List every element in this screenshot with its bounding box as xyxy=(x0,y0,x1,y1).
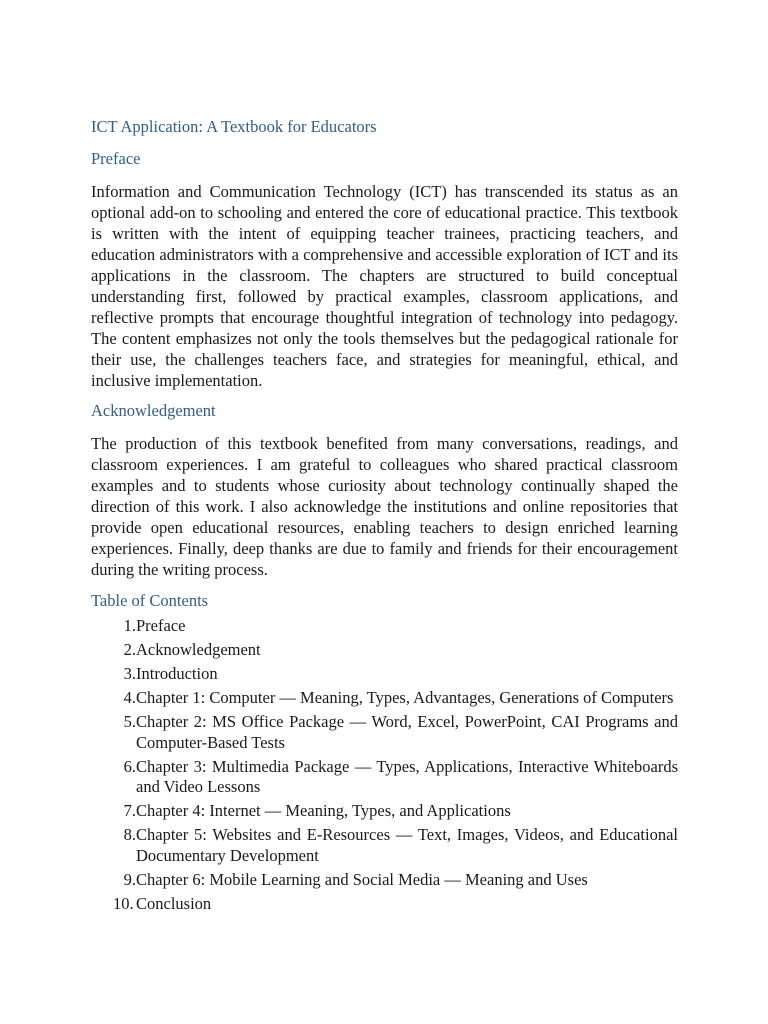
toc-item-number: 2. xyxy=(123,640,136,659)
toc-item xyxy=(91,640,678,661)
toc-item-number: 3. xyxy=(123,664,136,683)
toc-item-label: Chapter 4: Internet — Meaning, Types, and Applications xyxy=(136,801,511,820)
toc-item xyxy=(91,688,678,709)
table-of-contents xyxy=(91,616,678,918)
toc-item xyxy=(91,870,678,891)
toc-item-label: Acknowledgement xyxy=(136,640,261,659)
toc-item-label: Conclusion xyxy=(136,893,212,913)
toc-item-label: Introduction xyxy=(136,664,218,683)
toc-item-number: 6. xyxy=(123,756,136,776)
toc-item-number: 4. xyxy=(123,688,136,707)
toc-item-number: 9. xyxy=(123,869,136,889)
acknowledgement-heading: Acknowledgement xyxy=(91,401,216,420)
toc-item-number: 5. xyxy=(123,712,136,731)
toc-item xyxy=(91,801,678,822)
preface-heading: Preface xyxy=(91,149,141,168)
toc-item xyxy=(91,757,678,798)
toc-item-number: 7. xyxy=(123,801,136,820)
toc-heading: Table of Contents xyxy=(91,591,209,610)
toc-item-label: Chapter 1: Computer — Meaning, Types, Advantages, Generations of Computers xyxy=(136,688,674,707)
document-title: ICT Application: A Textbook for Educators xyxy=(91,117,377,136)
toc-item xyxy=(91,616,678,637)
toc-item-label: Chapter 3: Multimedia Package — Types, Applications, Interactive Whiteboards and Video Lessons xyxy=(136,756,678,796)
toc-item-number: 8. xyxy=(123,825,136,844)
toc-item-label: Chapter 6: Mobile Learning and Social Media — Meaning and Uses xyxy=(136,869,588,889)
toc-item-number: 10. xyxy=(113,893,134,913)
toc-item xyxy=(91,894,678,915)
toc-item-number: 1. xyxy=(123,616,136,635)
toc-item xyxy=(91,664,678,685)
toc-item xyxy=(91,712,678,753)
toc-item-label: Preface xyxy=(136,616,186,635)
toc-item-label: Chapter 5: Websites and E-Resources — Text, Images, Videos, and Educational Documentary Development xyxy=(136,825,678,865)
toc-item-label: Chapter 2: MS Office Package — Word, Excel, PowerPoint, CAI Programs and Computer-Based Tests xyxy=(136,712,678,752)
toc-item xyxy=(91,825,678,866)
preface-paragraph: Information and Communication Technology (ICT) has transcended its status as an optional add-on to schooling and entered the core of educational practice. This textbook is written with the intent of equipping teacher trainees, practicing teachers, and education administrators with a comprehensive and accessible exploration of ICT and its applications in the classroom. The chapters are structured to build conceptual understanding first, followed by practical examples, classroom applications, and reflective prompts that encourage thoughtful integration of technology into pedagogy. The content emphasizes not only the tools themselves but the pedagogical rationale for their use, the challenges teachers face, and strategies for meaningful, ethical, and inclusive implementation. xyxy=(91,182,678,390)
acknowledgement-paragraph: The production of this textbook benefited from many conversations, readings, and classroom experiences. I am grateful to colleagues who shared practical classroom examples and to students whose curiosity about technology continually shaped the direction of this work. I also acknowledge the institutions and online repositories that provide open educational resources, enabling teachers to design enriched learning experiences. Finally, deep thanks are due to family and friends for their encouragement during the writing process. xyxy=(91,434,678,579)
